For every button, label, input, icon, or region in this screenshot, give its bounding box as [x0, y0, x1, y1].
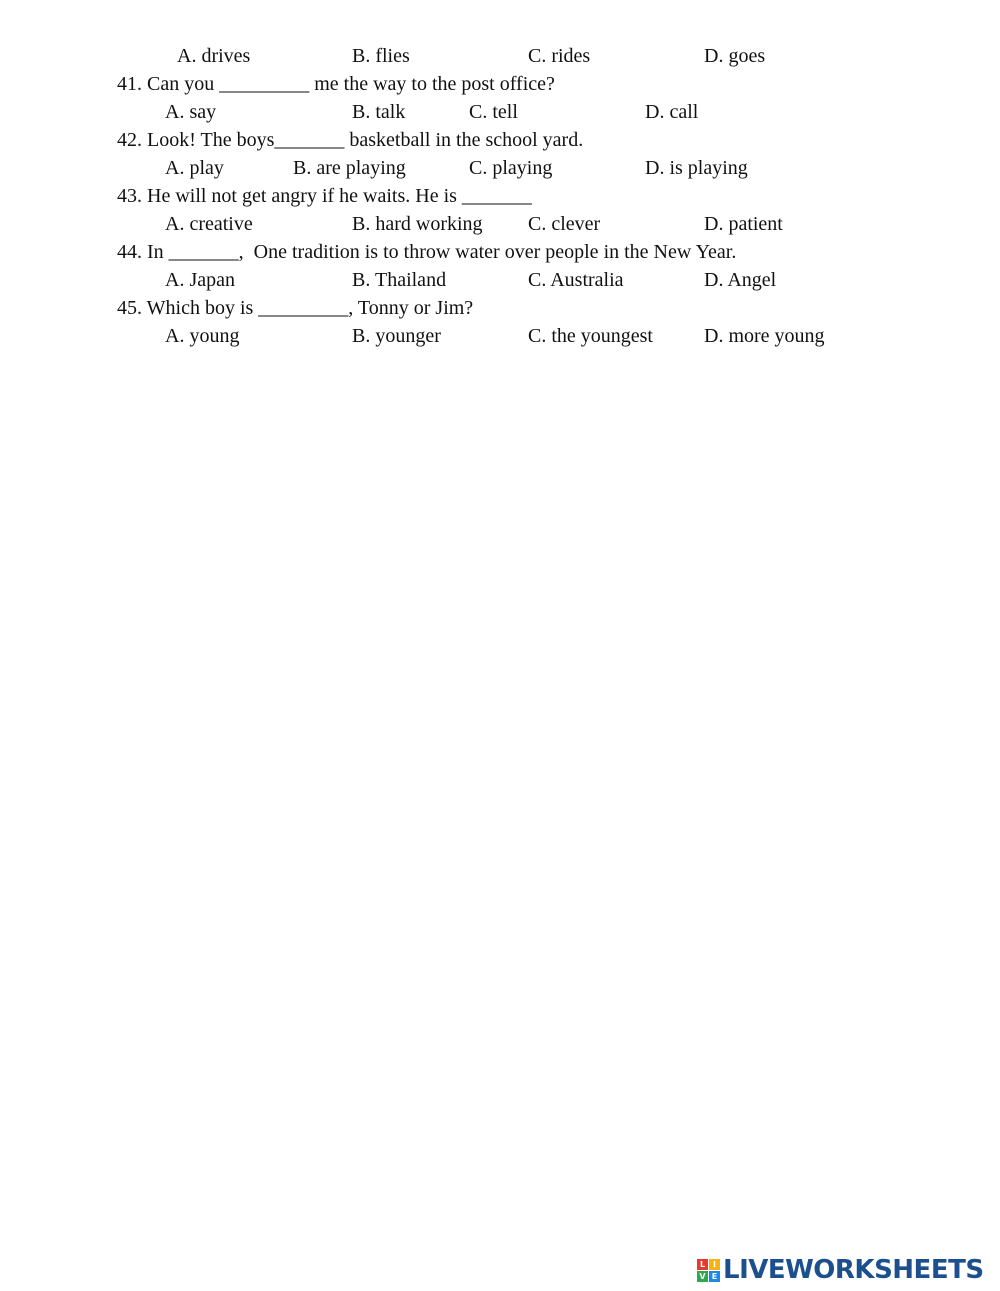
logo-mark-letter: L — [697, 1259, 708, 1270]
q43-option-c[interactable]: C. clever — [528, 213, 601, 235]
q44-option-b[interactable]: B. Thailand — [352, 269, 447, 291]
q42-question: 42. Look! The boys_______ basketball in the school yard. — [117, 129, 584, 151]
q45-option-d[interactable]: D. more young — [704, 325, 825, 347]
q41-option-b[interactable]: B. talk — [352, 101, 406, 123]
logo-mark-letter: V — [697, 1271, 708, 1282]
q42-option-d[interactable]: D. is playing — [645, 157, 748, 179]
q44-option-d[interactable]: D. Angel — [704, 269, 777, 291]
q42-option-a[interactable]: A. play — [165, 157, 224, 179]
q43-option-a[interactable]: A. creative — [165, 213, 253, 235]
q43-option-b[interactable]: B. hard working — [352, 213, 483, 235]
q43-question: 43. He will not get angry if he waits. He is _______ — [117, 185, 532, 207]
q40-option-a[interactable]: A. drives — [177, 45, 251, 67]
q42-option-c[interactable]: C. playing — [469, 157, 553, 179]
logo-mark-letter: E — [709, 1271, 720, 1282]
q45-question: 45. Which boy is _________, Tonny or Jim? — [117, 297, 474, 319]
q45-option-c[interactable]: C. the youngest — [528, 325, 653, 347]
q40-option-d[interactable]: D. goes — [704, 45, 766, 67]
q45-option-a[interactable]: A. young — [165, 325, 240, 347]
q41-option-d[interactable]: D. call — [645, 101, 699, 123]
logo-mark-icon — [697, 1259, 720, 1282]
q41-question: 41. Can you _________ me the way to the post office? — [117, 73, 555, 95]
q40-option-b[interactable]: B. flies — [352, 45, 410, 67]
logo-text: LIVEWORKSHEETS — [723, 1255, 984, 1285]
q41-option-a[interactable]: A. say — [165, 101, 217, 123]
q44-option-c[interactable]: C. Australia — [528, 269, 624, 291]
q41-option-c[interactable]: C. tell — [469, 101, 518, 123]
q40-option-c[interactable]: C. rides — [528, 45, 591, 67]
q44-question: 44. In _______, One tradition is to throw water over people in the New Year. — [117, 241, 737, 263]
q42-option-b[interactable]: B. are playing — [293, 157, 406, 179]
q43-option-d[interactable]: D. patient — [704, 213, 783, 235]
q45-option-b[interactable]: B. younger — [352, 325, 441, 347]
logo-mark-letter: I — [709, 1259, 720, 1270]
liveworksheets-logo — [697, 1255, 984, 1285]
q44-option-a[interactable]: A. Japan — [165, 269, 235, 291]
